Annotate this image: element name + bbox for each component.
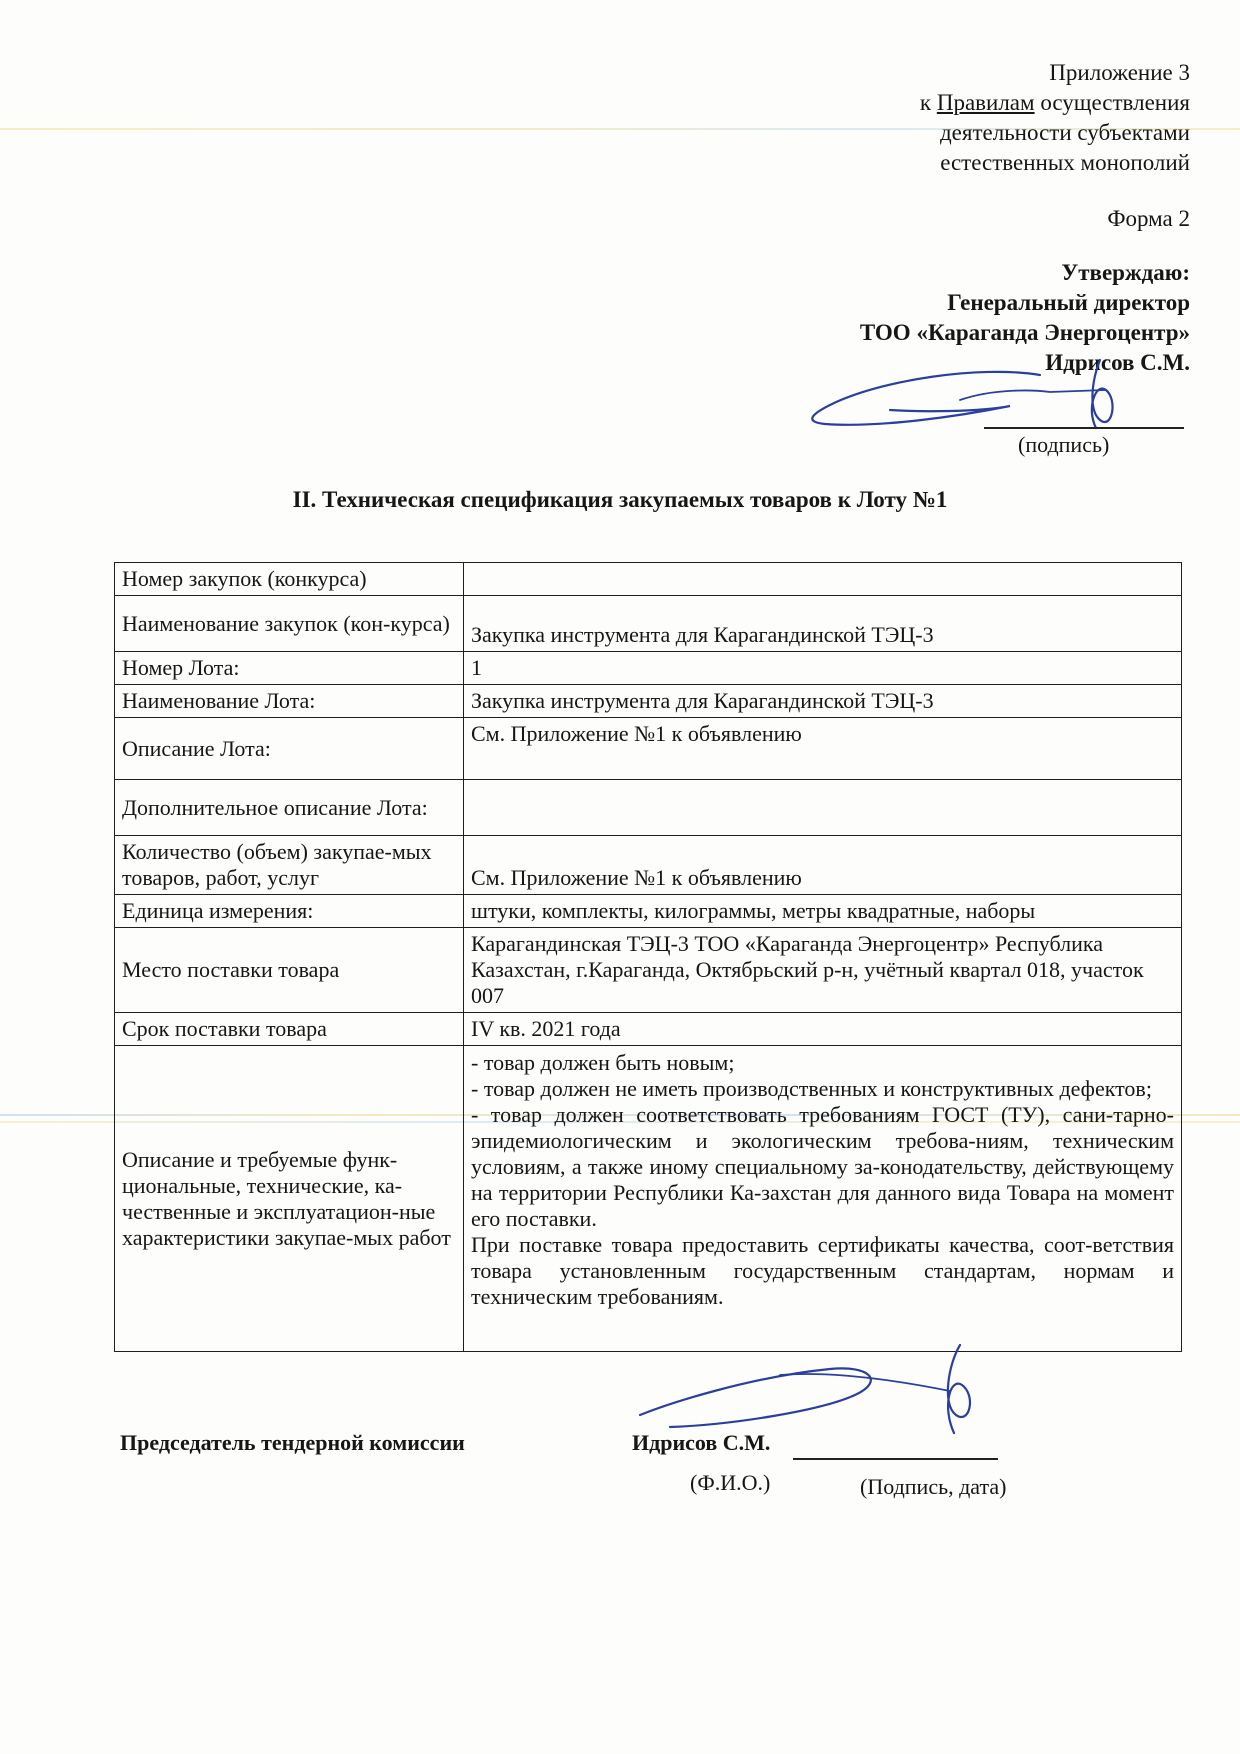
row-label: Наименование закупок (кон-курса) — [115, 596, 464, 652]
appendix-line: к Правилам осуществления — [919, 90, 1190, 115]
appendix-line: деятельности субъектами — [939, 120, 1190, 145]
approver-position: Генеральный директор — [947, 290, 1190, 315]
row-label: Описание и требуемые функ-циональные, технические, ка-чественные и эксплуатацион-ные характеристики закупае-мых работ — [115, 1046, 464, 1352]
table-row — [115, 836, 1182, 895]
signature-caption: (подпись) — [1018, 432, 1110, 457]
table-row — [115, 718, 1182, 780]
row-label: Единица измерения: — [115, 895, 464, 928]
page-title: II. Техническая спецификация закупаемых товаров к Лоту №1 — [292, 487, 948, 512]
table-row — [115, 1013, 1182, 1046]
approver-company: ТОО «Караганда Энергоцентр» — [859, 320, 1190, 345]
requirement-item: - товар должен не иметь производственных и конструктивных дефектов; — [471, 1076, 1152, 1101]
appendix-line: естественных монополий — [940, 150, 1190, 175]
table-row — [115, 928, 1182, 1013]
approver-name: Идрисов С.М. — [1045, 350, 1190, 375]
row-label: Место поставки товара — [115, 928, 464, 1013]
row-value: Закупка инструмента для Карагандинской ТЭЦ-3 — [464, 685, 1182, 718]
requirement-item: - товар должен соответствовать требованиям ГОСТ (ТУ), сани-тарно-эпидемиологическим и экологическим требова-ниям, техническим условиям, а также иному специальному за-конодательству, действующему на территории Республики Ка-захстан для данного вида Товара на момент его поставки. — [471, 1102, 1174, 1231]
row-label: Описание Лота: — [115, 718, 464, 780]
row-value: 1 — [464, 652, 1182, 685]
table-row — [115, 895, 1182, 928]
table-row — [115, 596, 1182, 652]
requirement-item: При поставке товара предоставить сертификаты качества, соот-ветствия товара установленным государственным стандартам, нормам и техническим требованиям. — [471, 1232, 1174, 1309]
row-value — [464, 563, 1182, 596]
table-row — [115, 1046, 1182, 1352]
row-label: Срок поставки товара — [115, 1013, 464, 1046]
table-row — [115, 780, 1182, 836]
appendix-line: Приложение 3 — [1049, 60, 1190, 85]
row-label: Наименование Лота: — [115, 685, 464, 718]
table-row — [115, 685, 1182, 718]
table-row — [115, 652, 1182, 685]
row-value: См. Приложение №1 к объявлению — [464, 718, 1182, 780]
rules-link[interactable]: Правилам — [936, 90, 1035, 115]
specification-table — [114, 562, 1182, 1352]
row-label: Дополнительное описание Лота: — [115, 780, 464, 836]
sign-date-caption: (Подпись, дата) — [860, 1474, 1007, 1499]
signature-line — [984, 427, 1184, 429]
row-value: IV кв. 2021 года — [464, 1013, 1182, 1046]
row-value: См. Приложение №1 к объявлению — [464, 836, 1182, 895]
row-value: Карагандинская ТЭЦ-3 ТОО «Караганда Энергоцентр» Республика Казахстан, г.Караганда, Октябрьский р-н, учётный квартал 018, участок 007 — [464, 928, 1182, 1013]
requirements-cell — [464, 1046, 1182, 1352]
table-row — [115, 563, 1182, 596]
approval-block — [860, 258, 1190, 378]
row-value: Закупка инструмента для Карагандинской ТЭЦ-3 — [464, 596, 1182, 652]
row-value: штуки, комплекты, килограммы, метры квадратные, наборы — [464, 895, 1182, 928]
row-label: Номер закупок (конкурса) — [115, 563, 464, 596]
row-label: Количество (объем) закупае-мых товаров, работ, услуг — [115, 836, 464, 895]
appendix-note — [920, 58, 1190, 178]
row-value — [464, 780, 1182, 836]
chairman-label: Председатель тендерной комиссии — [120, 1430, 465, 1455]
requirement-item: - товар должен быть новым; — [471, 1050, 735, 1075]
form-number: Форма 2 — [1107, 206, 1190, 231]
row-label: Номер Лота: — [115, 652, 464, 685]
signature-line — [793, 1458, 998, 1460]
fio-caption: (Ф.И.О.) — [690, 1470, 771, 1495]
approve-label: Утверждаю: — [1061, 260, 1190, 285]
chairman-name: Идрисов С.М. — [632, 1430, 771, 1455]
